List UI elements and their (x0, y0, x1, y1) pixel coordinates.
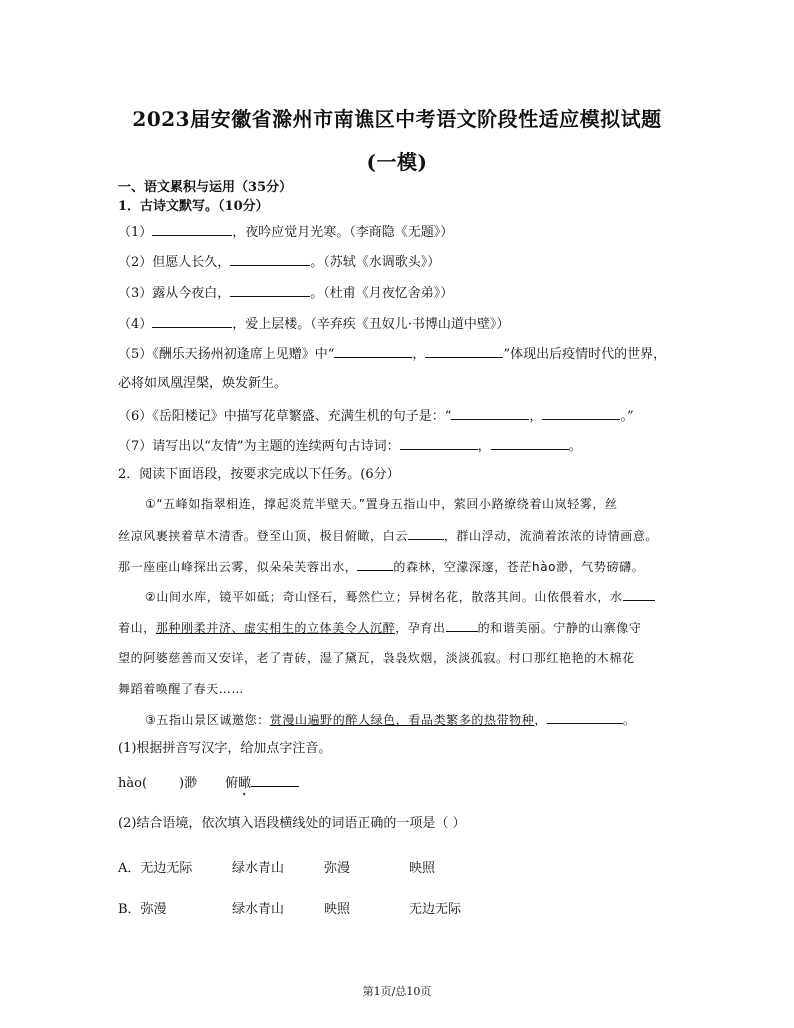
option-a-3: 弥漫 (324, 861, 351, 876)
answer-blank[interactable] (547, 711, 623, 724)
q1-item-5-comma: ， (412, 347, 426, 362)
passage-text: 的森林，空濛深邃，苍茫hào渺，气势磅礴。 (393, 560, 645, 574)
passage-2-line-1 (145, 588, 655, 605)
dotted-character: 瞰 (238, 776, 252, 791)
passage-text: 丝凉风裹挟着草木清香。登至山顶，极目俯瞰，白云 (118, 529, 408, 543)
option-a-1[interactable]: A．无边无际 (118, 861, 193, 876)
answer-blank[interactable] (623, 588, 655, 601)
passage-text: ②山间水库，镜平如砥；奇山怪石，蓦然伫立；异树名花，散落其间。山依偎着水，水 (145, 590, 623, 604)
underlined-sentence: 那种刚柔并济、虚实相生的立体美令人沉醉 (155, 621, 396, 635)
q1-item-6 (118, 407, 634, 425)
answer-blank[interactable] (491, 437, 569, 450)
q1-item-1-prefix: （1） (118, 225, 153, 240)
passage-2-line-2 (118, 619, 641, 636)
subquestion-2: (2)结合语境，依次填入语段横线处的词语正确的一项是（ ） (118, 816, 466, 831)
passage-3-line (145, 711, 636, 728)
passage-text: ③五指山景区诚邀您： (145, 713, 270, 727)
q1-item-3 (118, 284, 453, 302)
passage-2-line-4: 舞蹈着唤醒了春天…… (118, 682, 245, 696)
question-2-heading: 2．阅读下面语段，按要求完成以下任务。(6分） (118, 467, 400, 482)
answer-blank[interactable] (408, 527, 444, 540)
exam-subtitle: (一模) (366, 150, 428, 174)
answer-blank[interactable] (425, 345, 503, 358)
passage-1-line-3 (118, 558, 644, 575)
section-heading: 一、语文累积与运用（35分） (118, 180, 293, 195)
answer-blank[interactable] (400, 437, 478, 450)
q1-item-4 (118, 315, 509, 333)
q1-item-6-comma: ， (529, 409, 543, 424)
answer-blank[interactable] (230, 284, 310, 297)
option-a-4: 映照 (409, 861, 436, 876)
q1-item-7-text: 。 (568, 439, 582, 454)
q1-item-6-text: 。” (620, 409, 634, 424)
q1-item-1-text: ，夜吟应觉月光寒。（李商隐《无题》） (232, 225, 454, 240)
answer-blank[interactable] (451, 407, 529, 420)
subquestion-1-answer-line (118, 774, 299, 799)
passage-text: 的和谐美丽。宁静的山寨像守 (477, 621, 642, 635)
option-a-2: 绿水青山 (232, 861, 285, 876)
q1-item-4-text: ，爱上层楼。（辛弃疾《丑奴儿·书博山道中壁》） (232, 317, 510, 332)
word-text: )渺 (179, 776, 198, 791)
passage-1-line-2 (118, 527, 658, 544)
q1-item-5-text: ”体现出后疫情时代的世界， (503, 347, 667, 362)
question-1-heading: 1．古诗文默写。（10分） (118, 199, 269, 214)
passage-2-line-3: 望的阿婆慈善而又安详，老了青砖，湿了黛瓦，袅袅炊烟，淡淡孤寂。村口那红艳艳的木棉花 (118, 651, 635, 665)
q1-item-7 (118, 437, 582, 455)
answer-blank[interactable] (152, 223, 232, 236)
passage-text: ，孕育出 (395, 621, 446, 635)
answer-blank[interactable] (251, 774, 299, 787)
q1-item-2 (118, 253, 440, 271)
q1-item-2-text: 。（苏轼《水调歌头》） (310, 255, 441, 270)
pinyin-text: hào( (118, 776, 148, 791)
q1-item-3-text: 。（杜甫《月夜忆舍弟》） (310, 286, 454, 301)
passage-text: ， (534, 713, 547, 727)
answer-blank[interactable] (334, 345, 412, 358)
q1-item-6-prefix: （6）《岳阳楼记》中描写花草繁盛、充满生机的句子是：“ (118, 409, 452, 424)
q1-item-3-prefix: （3）露从今夜白， (118, 286, 231, 301)
option-b-1[interactable]: B．弥漫 (118, 902, 167, 917)
passage-text: ，群山浮动，流淌着浓浓的诗情画意。 (443, 529, 659, 543)
answer-blank[interactable] (230, 253, 310, 266)
q1-item-4-prefix: （4） (118, 317, 153, 332)
answer-blank[interactable] (357, 558, 393, 571)
subquestion-1: (1)根据拼音写汉字，给加点字注音。 (118, 741, 332, 756)
q1-item-2-prefix: （2）但愿人长久， (118, 255, 231, 270)
answer-blank[interactable] (446, 619, 478, 632)
underlined-sentence: 赏漫山遍野的醉人绿色，看品类繁多的热带物种 (269, 713, 535, 727)
q1-item-1 (118, 223, 453, 241)
passage-text: 。 (622, 713, 636, 727)
q1-item-5-prefix: （5）《酬乐天扬州初逢席上见赠》中“ (118, 347, 335, 362)
option-b-3: 映照 (324, 902, 351, 917)
q1-item-5 (118, 345, 666, 363)
q1-item-5-continued: 必将如凤凰涅槃，焕发新生。 (118, 376, 288, 391)
answer-blank[interactable] (152, 315, 232, 328)
word-text: 俯 (225, 776, 239, 791)
passage-text: 着山， (118, 621, 156, 635)
exam-title: 2023届安徽省滁州市南谯区中考语文阶段性适应模拟试题 (132, 107, 662, 131)
option-b-2: 绿水青山 (232, 902, 285, 917)
page-footer: 第1页/总10页 (362, 985, 432, 998)
passage-text: 那一座座山峰探出云雾，似朵朵芙蓉出水， (118, 560, 358, 574)
answer-blank[interactable] (542, 407, 620, 420)
passage-1-line-1: ①“五峰如指翠相连，撑起炎荒半壁天。”置身五指山中，萦回小路缭绕着山岚轻雾，丝 (145, 497, 618, 511)
q1-item-7-prefix: （7）请写出以“友情”为主题的连续两句古诗词： (118, 439, 400, 454)
option-b-4: 无边无际 (409, 902, 462, 917)
q1-item-7-comma: ， (477, 439, 491, 454)
